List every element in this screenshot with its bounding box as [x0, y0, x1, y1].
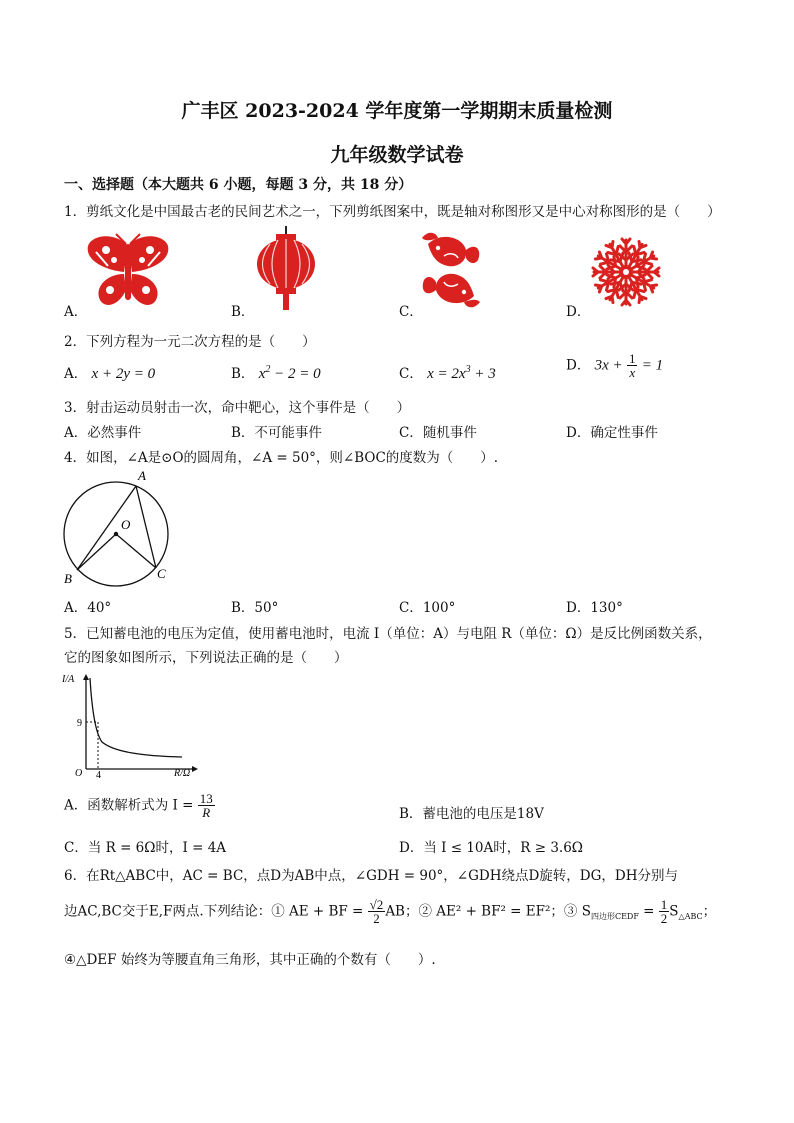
q2-d-num: 1: [628, 351, 636, 366]
y-axis-label: I/A: [62, 674, 75, 685]
q6-num2: 1: [660, 897, 668, 912]
q2-option-a-label: A．: [64, 366, 88, 382]
q5-a-num: 13: [199, 791, 213, 806]
q2-option-b-label: B．: [231, 366, 255, 382]
x-axis-arrow: [192, 766, 198, 772]
origin-label: O: [75, 768, 83, 779]
q2-d-fraction: [627, 352, 638, 380]
q5-a-pre: A．函数解析式为 I =: [64, 797, 194, 814]
q2-option-c-label: C．: [399, 366, 423, 382]
q6-line1: 6．在Rt△ABC中，AC = BC，点D为AB中点，∠GDH = 90°，∠GDH绕点D旋转，DG，DH分别与: [64, 868, 679, 884]
q2-option-a: [64, 362, 155, 383]
q2-stem: 2．下列方程为一元二次方程的是（ ）: [64, 334, 316, 350]
q2-option-c: [399, 362, 496, 383]
q1-stem: 1．剪纸文化是中国最古老的民间艺术之一，下列剪纸图案中，既是轴对称图形又是中心对称图形的是（ ）: [64, 204, 721, 220]
q6-line2-pre: 边AC,BC交于E,F两点.下列结论：① AE + BF =: [64, 903, 364, 920]
q2-d-post: = 1: [641, 357, 664, 374]
q5-stem-line2: 它的图象如图所示，下列说法正确的是（ ）: [64, 650, 348, 666]
label-o: O: [121, 517, 131, 532]
q6-post: S: [669, 903, 679, 920]
center-point: [114, 532, 118, 536]
butterfly-icon: [86, 232, 170, 310]
q2-option-a-expr: x + 2y = 0: [91, 366, 156, 382]
q6-fraction-half: [659, 898, 670, 926]
exam-subtitle: 九年级数学试卷: [330, 144, 464, 166]
q2-b-base: x: [258, 366, 266, 382]
exam-title: 广丰区 2023-2024 学年度第一学期期末质量检测: [181, 100, 613, 122]
q6-den2: 2: [660, 911, 668, 926]
q2-option-d-label: D．: [566, 357, 591, 374]
goldfish-icon: [418, 228, 484, 312]
q5-option-c: C．当 R = 6Ω时，I = 4A: [64, 840, 227, 856]
q2-c-exp: 3: [465, 364, 471, 375]
label-b: B: [64, 571, 72, 586]
q2-d-pre: 3x +: [594, 357, 623, 374]
q4-stem: 4．如图，∠A是⊙O的圆周角，∠A = 50°，则∠BOC的度数为（ ）.: [64, 450, 499, 466]
q5-graph: [62, 672, 202, 780]
q1-option-b: B．: [231, 304, 255, 320]
radius-oc: [116, 534, 156, 568]
q3-option-d: D．确定性事件: [566, 425, 658, 441]
q1-option-c: C．: [399, 304, 423, 320]
snowflake-icon: [592, 238, 660, 306]
y-axis-arrow: [83, 674, 89, 680]
q3-option-a: A．必然事件: [64, 425, 142, 441]
q2-c-rest: + 3: [470, 366, 496, 382]
q3-option-c: C．随机事件: [399, 425, 477, 441]
q4-option-a: A．40°: [64, 600, 112, 616]
q2-c-pre: x = 2x: [427, 366, 466, 382]
q2-option-d: [566, 352, 663, 380]
q4-option-d: D．130°: [566, 600, 623, 616]
q6-eq: =: [638, 903, 655, 920]
q2-b-exp: 2: [265, 364, 271, 375]
q2-b-rest: − 2 = 0: [270, 366, 321, 382]
q6-fraction-sqrt2: [368, 898, 386, 926]
q6-sub: 四边形CEDF: [590, 912, 639, 922]
q5-option-b: B．蓄电池的电压是18V: [399, 806, 544, 822]
q6-line3: ④△DEF 始终为等腰直角三角形，其中正确的个数有（ ）.: [64, 952, 436, 968]
q6-num: √2: [369, 897, 384, 912]
x-axis-label: R/Ω: [174, 768, 191, 779]
q5-stem-line1: 5．已知蓄电池的电压为定值，使用蓄电池时，电流 I（单位：A）与电阻 R（单位：Ω）是反比例函数关系，: [64, 626, 712, 642]
q4-option-c: C．100°: [399, 600, 456, 616]
q1-option-d: D．: [566, 304, 591, 320]
q4-option-b: B．50°: [231, 600, 279, 616]
label-a: A: [138, 468, 146, 483]
q6-sub2: △ABC: [678, 912, 703, 922]
q4-circle-figure: [58, 466, 178, 588]
q1-option-a: A．: [64, 304, 88, 320]
q5-option-a: [64, 792, 215, 820]
q3-option-b: B．不可能事件: [231, 425, 322, 441]
hyperbola-curve: [90, 678, 182, 757]
q5-option-d: D．当 I ≤ 10A时，R ≥ 3.6Ω: [399, 840, 583, 856]
q2-d-den: x: [629, 365, 636, 380]
q2-option-b: [231, 362, 321, 383]
y-tick-label: 9: [77, 718, 82, 729]
q6-line2: [64, 898, 716, 926]
section-heading: 一、选择题（本大题共 6 小题，每题 3 分，共 18 分）: [64, 177, 413, 193]
q5-a-den: R: [202, 805, 211, 820]
q6-end: ；: [702, 903, 717, 920]
q6-den: 2: [373, 911, 380, 926]
q3-stem: 3．射击运动员射击一次，命中靶心，这个事件是（ ）: [64, 400, 411, 416]
q6-line2-mid: AB；② AE² + BF² = EF²；③ S: [385, 903, 591, 920]
label-c: C: [157, 566, 166, 581]
lantern-icon: [256, 226, 316, 312]
x-tick-label: 4: [96, 770, 101, 781]
q5-a-fraction: [198, 792, 215, 820]
radius-ob: [77, 534, 116, 570]
